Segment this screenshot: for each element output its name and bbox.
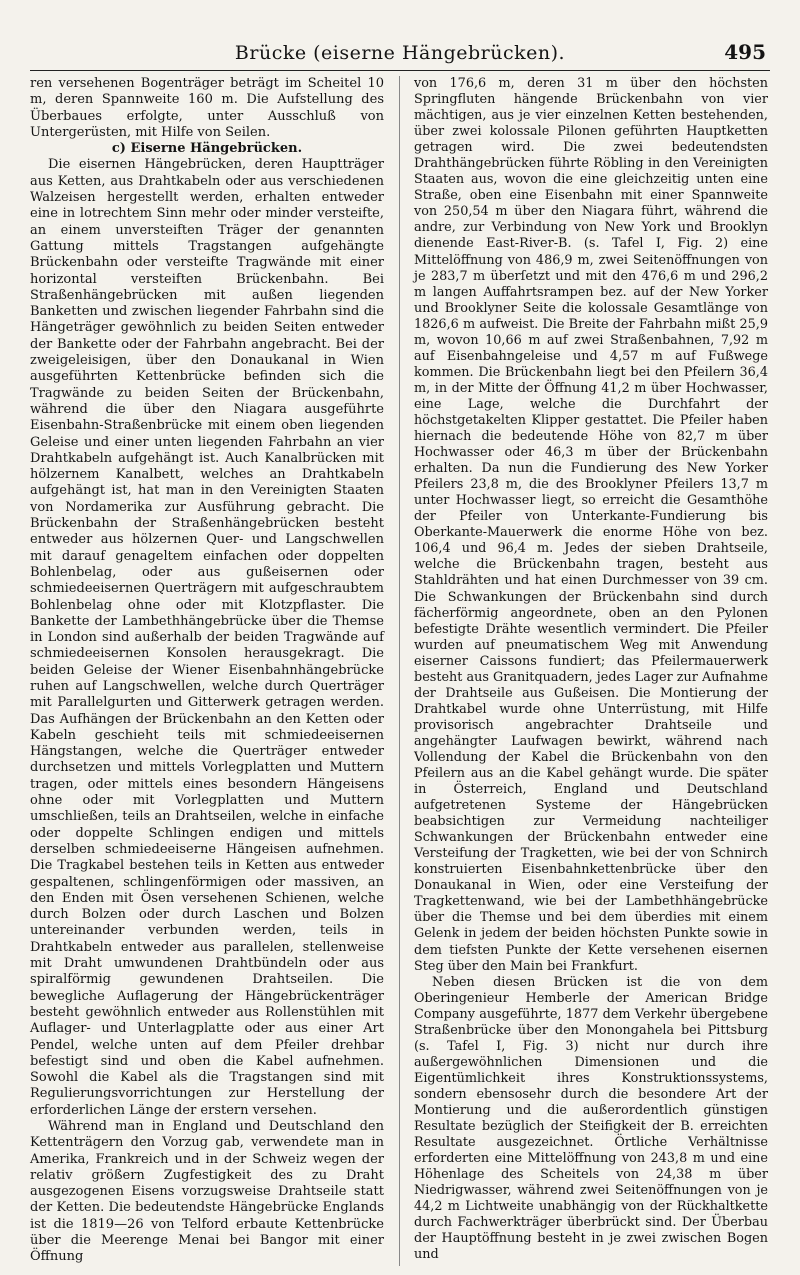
section-heading: c) Eiserne Hängebrücken. [111, 141, 303, 157]
left-column [30, 76, 384, 1266]
paragraph: Die eisernen Hängebrücken, deren Hauptträger aus Ketten, aus Drahtkabeln oder aus verschiedenen Walzeisen hergestellt werden, erhalten entweder eine in lotrechtem Sinn mehr oder minder versteifte, an einem unversteiften Träger der genannten Gattung mittels Tragstangen aufgehängte Brückenbahn oder versteifte Tragwände mit einer horizontal versteiften Brückenbahn. Bei Straßenhängebrücken mit außen liegenden Banketten und zwischen liegender Fahrbahn sind die Hängeträger gewöhnlich zu beiden Seiten entweder der Bankette oder der Fahrbahn angebracht. Bei der zweigeleisigen, über den Donaukanal in Wien ausgeführten Kettenbrücke befinden sich die Tragwände zu beiden Seiten der Brückenbahn, während die über den Niagara ausgeführte Eisenbahn-Straßenbrücke mit einem oben liegenden Geleise und einer unten liegenden Fahrbahn an vier Drahtkabeln aufgehängt ist. Auch Kanalbrücken mit hölzernem Kanalbett, welches an Drahtkabeln aufgehängt ist, hat man in den Vereinigten Staaten von Nordamerika zur Ausführung gebracht. Die Brückenbahn der Straßenhängebrücken besteht entweder aus hölzernen Quer- und Langschwellen mit darauf genageltem einfachen oder doppelten Bohlenbelag, oder aus gußeisernen oder schmiedeeisernen Querträgern mit aufgeschraubtem Bohlenbelag ohne oder mit Klotzpflaster. Die Bankette der Lambethhängebrücke über die Themse in London sind außerhalb der beiden Tragwände auf schmiedeeisernen Konsolen herausgekragt. Die beiden Geleise der Wiener Eisenbahnhängebrücke ruhen auf Langschwellen, welche durch Querträger mit Parallelgurten und Gitterwerk getragen werden. Das Aufhängen der Brückenbahn an den Ketten oder Kabeln geschieht teils mit schmiedeeisernen Hängstangen, welche die Querträger entweder durchsetzen und mittels Vorlegplatten und Muttern tragen, oder mittels eines besondern Hängeisens ohne oder mit Vorlegplatten und Muttern umschließen, teils an Drahtseilen, welche in einfache oder doppelte Schlingen endigen und mittels derselben schmiedeeiserne Hängeisen aufnehmen. Die Tragkabel bestehen teils in Ketten aus entweder gespaltenen, schlingenförmigen oder massiven, an den Enden mit Ösen versehenen Schienen, welche durch Bolzen oder durch Laschen und Bolzen untereinander verbunden werden, teils in Drahtkabeln entweder aus parallelen, stellenweise mit Draht umwundenen Drahtbündeln oder aus spiralförmig gewundenen Drahtseilen. Die bewegliche Auflagerung der Hängebrückenträger besteht gewöhnlich entweder aus Rollenstühlen mit Auflager- und Unterlagplatte oder aus einer Art Pendel, welche unten auf dem Pfeiler drehbar befestigt sind und oben die Kabel aufnehmen. Sowohl die Kabel als die Tragstangen sind mit Regulierungsvorrichtungen zur Herstellung der erforderlichen Länge der erstern versehen. [30, 157, 384, 1118]
paragraph: von 176,6 m, deren 31 m über den höchsten Springfluten hängende Brückenbahn von vier mächtigen, aus je vier einzelnen Ketten bestehenden, über zwei kolossale Pilonen geführten Hauptketten getragen wird. Die zwei bedeutendsten Drahthängebrücken führte Röbling in den Vereinigten Staaten aus, wovon die eine gleichzeitig unten eine Straße, oben eine Eisenbahn mit einer Spannweite von 250,54 m über den Niagara führt, während die andre, zur Verbindung von New York und Brooklyn dienende East-River-B. (s. Tafel I, Fig. 2) eine Mittelöffnung von 486,9 m, zwei Seitenöffnungen von je 283,7 m überſetzt und mit den 476,6 m und 296,2 m langen Auffahrtsrampen bez. auf der New Yorker und Brooklyner Seite die kolossale Gesamtlänge von 1826,6 m aufweist. Die Breite der Fahrbahn mißt 25,9 m, wovon 10,66 m auf zwei Straßenbahnen, 7,92 m auf Eisenbahngeleise und 4,57 m auf Fußwege kommen. Die Brückenbahn liegt bei den Pfeilern 36,4 m, in der Mitte der Öffnung 41,2 m über Hochwasser, eine Lage, welche die Durchfahrt der höchstgetakelten Klipper gestattet. Die Pfeiler haben hiernach die bedeutende Höhe von 82,7 m über Hochwasser oder 46,3 m über der Brückenbahn erhalten. Da nun die Fundierung des New Yorker Pfeilers 23,8 m, die des Brooklyner Pfeilers 13,7 m unter Hochwasser liegt, so erreicht die Gesamthöhe der Pfeiler von Unterkante-Fundierung bis Oberkante-Mauerwerk die enorme Höhe von bez. 106,4 und 96,4 m. Jedes der sieben Drahtseile, welche die Brückenbahn tragen, besteht aus Stahldrähten und hat einen Durchmesser von 39 cm. Die Schwankungen der Brückenbahn sind durch fächerförmig angeordnete, oben an den Pylonen befestigte Drähte wesentlich vermindert. Die Pfeiler wurden auf pneumatischem Weg mit Anwendung eiserner Caissons fundiert; das Pfeilermauerwerk besteht aus Granitquadern, jedes Lager zur Aufnahme der Drahtseile aus Gußeisen. Die Montierung der Drahtkabel wurde ohne Unterrüstung, mit Hilfe provisorisch angebrachter Drahtseile und angehängter Laufwagen bewirkt, während nach Vollendung der Kabel die Brückenbahn von den Pfeilern aus an die Kabel gehängt wurde. Die später in Österreich, England und Deutschland aufgetretenen Systeme der Hängebrücken beabsichtigen zur Vermeidung nachteiliger Schwankungen der Brückenbahn entweder eine Versteifung der Tragketten, wie bei der von Schnirch konstruierten Eisenbahnkettenbrücke über den Donaukanal in Wien, oder eine Versteifung der Tragkettenwand, wie bei der Lambethhängebrücke über die Themse und bei dem überdies mit einem Gelenk in jedem der beiden höchsten Punkte sowie in dem tiefsten Punkte der Kette versehenen eisernen Steg über den Main bei Frankfurt. [414, 76, 769, 974]
running-title: Brücke (eiserne Hängebrücken). [234, 42, 566, 64]
paragraph: Während man in England und Deutschland den Kettenträgern den Vorzug gab, verwendete man in Amerika, Frankreich und in der Schweiz wegen der relativ größern Zugfestigkeit des zu Draht ausgezogenen Eisens vorzugsweise Drahtseile statt der Ketten. Die bedeutendste Hängebrücke Englands ist die 1819—26 von Telford erbaute Kettenbrücke über die Meerenge Menai bei Bangor mit einer Öffnung [30, 1119, 384, 1265]
page-number: 495 [724, 40, 766, 64]
right-column [414, 76, 768, 1263]
paragraph: Neben diesen Brücken ist die von dem Oberingenieur Hemberle der American Bridge Company ausgeführte, 1877 dem Verkehr übergebene Straßenbrücke über den Monongahela bei Pittsburg (s. Tafel I, Fig. 3) nicht nur durch ihre außergewöhnlichen Dimensionen und die Eigentümlichkeit ihres Konstruktionssystems, sondern ebensosehr durch die besondere Art der Montierung und die außerordentlich günstigen Resultate bezüglich der Steifigkeit der B. erreichten Resultate ausgezeichnet. Örtliche Verhältnisse erforderten eine Mittelöffnung von 243,8 m und eine Höhenlage des Scheitels von 24,38 m über Niedrigwasser, während zwei Seitenöffnungen von je 44,2 m Lichtweite unabhängig von der Rückhaltkette durch Fachwerkträger überbrückt sind. Der Überbau der Hauptöffnung besteht in je zwei zwischen Bogen und [414, 974, 768, 1263]
paragraph: ren versehenen Bogenträger beträgt im Scheitel 10 m, deren Spannweite 160 m. Die Aufstellung des Überbaues erfolgte, unter Ausschluß von Untergerüsten, mit Hilfe von Seilen. [30, 76, 384, 140]
column-divider [399, 76, 400, 1266]
header-rule [30, 70, 770, 71]
running-head [30, 40, 770, 70]
